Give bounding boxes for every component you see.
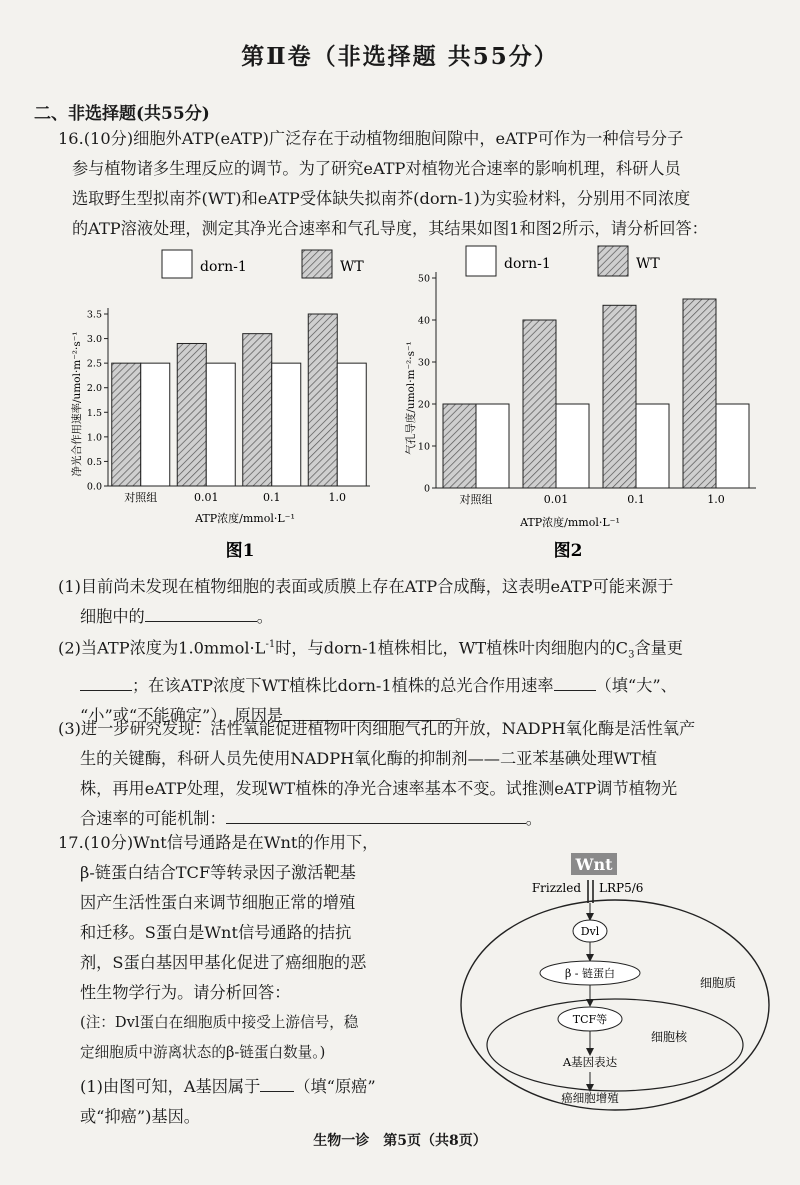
q16-sub2-line2 (58, 671, 778, 701)
q16-sub1-line1: (1)目前尚未发现在植物细胞的表面或质膜上存在ATP合成酶，这表明eATP可能来源于 (58, 577, 674, 596)
legend-dorn1-swatch (162, 250, 192, 278)
text: 细胞中的 (80, 607, 145, 626)
a-gene-expression-label: A基因表达 (562, 1055, 618, 1069)
chart1-x-tick-label: 0.1 (263, 491, 281, 504)
chart1-x-tick-label: 0.01 (194, 491, 219, 504)
page-footer: 生物一诊 第5页（共8页） (313, 1133, 487, 1149)
q17-note-2: 定细胞质中游离状态的β-链蛋白数量。) (80, 1044, 326, 1061)
q17-note-1: (注：Dvl蛋白在细胞质中接受上游信号，稳 (80, 1014, 359, 1031)
chart1-y-tick-label: 3.0 (86, 334, 102, 346)
text: ；在该ATP浓度下WT植株比dorn-1植株的总光合作用速率 (132, 675, 554, 695)
q16-line-1: 16.(10分)细胞外ATP(eATP)广泛存在于动植物细胞间隙中，eATP可作为一种信号分子 (58, 129, 684, 148)
q17-line-4: 和迁移。S蛋白是Wnt信号通路的拮抗 (80, 923, 352, 942)
cell-membrane (461, 900, 769, 1110)
q17-stem (58, 828, 458, 1132)
chart2-bar-dorn1 (556, 404, 589, 488)
text: （填“大”、 (595, 675, 677, 695)
q17-line-6: 性生物学行为。请分析回答： (80, 983, 291, 1002)
q17-line-2: β-链蛋白结合TCF等转录因子激活靶基 (80, 863, 356, 882)
chart1-x-tick-label: 1.0 (328, 491, 346, 504)
q16-sub1 (58, 572, 778, 632)
text: 合速率的可能机制： (80, 809, 226, 828)
q16-line-4: 的ATP溶液处理，测定其净光合速率和气孔导度，其结果如图1和图2所示，请分析回答： (72, 219, 708, 238)
chart1-y-tick-label: 3.5 (86, 309, 102, 321)
chart2-x-tick-label: 0.01 (543, 493, 569, 506)
text: 含量更 (634, 638, 683, 658)
chart2-bar-wt (443, 404, 476, 488)
chart1-y-tick-label: 0.5 (86, 456, 102, 468)
chart2-y-tick-label: 0 (423, 483, 430, 495)
chart2-y-tick-label: 30 (417, 357, 430, 369)
chart1-y-tick-label: 0.0 (86, 481, 102, 493)
chart1-bar-wt (308, 314, 337, 486)
answer-blank[interactable] (80, 672, 132, 691)
text: 。 (525, 809, 542, 828)
chart1-bar-wt (112, 363, 141, 486)
lrp-label: LRP5/6 (599, 881, 644, 895)
chart1-bar-dorn1 (337, 363, 366, 486)
chart1-y-tick-label: 2.5 (86, 358, 102, 370)
q16-sub2-line1 (58, 630, 778, 671)
tcf-label: TCF等 (572, 1013, 608, 1026)
text: “小”或“不能确定”），原因是 (80, 705, 284, 725)
chart1-bar-dorn1 (206, 363, 235, 486)
chart2-bar-wt (683, 299, 716, 488)
chart2-x-tick-label: 对照组 (459, 493, 493, 506)
chart1-y-tick-label: 1.5 (86, 407, 102, 419)
text: 。 (455, 705, 472, 725)
q16-line-2: 参与植物诸多生理反应的调节。为了研究eATP对植物光合速率的影响机理，科研人员 (72, 159, 681, 178)
chart2-bar-dorn1 (476, 404, 509, 488)
chart2-bar-dorn1 (636, 404, 669, 488)
q17-sub1-line1 (58, 1072, 458, 1102)
chart1-x-tick-label: 对照组 (124, 491, 158, 504)
chart1-y-tick-label: 1.0 (86, 432, 102, 444)
wnt-pathway-diagram (455, 845, 775, 1120)
chart2-xlabel: ATP浓度/mmol·L⁻¹ (520, 516, 620, 529)
answer-blank[interactable] (260, 1073, 294, 1092)
chart2-bar-wt (603, 305, 636, 488)
legend-wt-swatch (302, 250, 332, 278)
text: (2)当ATP浓度为1.0mmol·L (58, 638, 266, 658)
figure-1 (60, 240, 400, 570)
answer-blank[interactable] (226, 805, 526, 824)
chart1-xlabel: ATP浓度/mmol·L⁻¹ (195, 512, 295, 525)
chart2-bar-dorn1 (716, 404, 749, 488)
answer-blank[interactable] (554, 672, 596, 691)
cytoplasm-label: 细胞质 (700, 976, 737, 990)
q16-sub3-line1: (3)进一步研究发现：活性氧能促进植物叶肉细胞气孔的开放，NADPH氧化酶是活性氧产 (58, 719, 696, 738)
text: （填“原癌” (294, 1077, 376, 1096)
superscript: -1 (265, 639, 276, 650)
chart1-bar-wt (243, 334, 272, 486)
answer-blank[interactable] (145, 603, 257, 622)
beta-catenin-label: β - 链蛋白 (564, 967, 616, 980)
nucleus-label: 细胞核 (651, 1030, 688, 1044)
figure-2 (400, 240, 770, 570)
legend-wt-label: WT (340, 259, 364, 275)
q17-line-3: 因产生活性蛋白来调节细胞正常的增殖 (80, 893, 356, 912)
frizzled-label: Frizzled (531, 881, 581, 895)
legend-dorn1-label: dorn-1 (200, 259, 247, 275)
wnt-label: Wnt (575, 855, 613, 874)
chart2-x-tick-label: 0.1 (627, 493, 645, 506)
cancer-proliferation-label: 癌细胞增殖 (561, 1091, 619, 1105)
chart1-bar-dorn1 (272, 363, 301, 486)
dvl-label: Dvl (580, 925, 600, 938)
figure-1-caption: 图1 (225, 541, 255, 561)
legend-dorn1-swatch (466, 246, 496, 276)
chart2-ylabel: 气孔导度/umol·m⁻²·s⁻¹ (405, 341, 417, 455)
q16-sub3 (58, 714, 778, 834)
subscript: 3 (628, 649, 635, 661)
text: (1)由图可知，A基因属于 (80, 1077, 261, 1096)
section-heading: 二、非选择题(共55分) (34, 104, 210, 124)
chart1-bar-wt (177, 343, 206, 486)
text: 。 (256, 607, 273, 626)
page-title: 第Ⅱ卷（非选择题 共55分） (241, 43, 559, 70)
legend-dorn1-label: dorn-1 (504, 256, 551, 272)
chart2-y-tick-label: 10 (417, 441, 430, 453)
chart1-y-tick-label: 2.0 (86, 383, 102, 395)
legend-wt-label: WT (636, 256, 660, 272)
chart1-bar-dorn1 (141, 363, 170, 486)
text: 时，与dorn-1植株相比，WT植株叶肉细胞内的C (275, 638, 629, 658)
chart2-x-tick-label: 1.0 (707, 493, 725, 506)
chart2-y-tick-label: 40 (417, 315, 430, 327)
q16-sub3-line3: 株，再用eATP处理，发现WT植株的净光合速率基本不变。试推测eATP调节植物光 (80, 779, 678, 798)
chart2-y-tick-label: 50 (417, 273, 430, 285)
q17-line-5: 剂，S蛋白基因甲基化促进了癌细胞的恶 (80, 953, 367, 972)
q16-sub3-line2: 生的关键酶，科研人员先使用NADPH氧化酶的抑制剂——二亚苯基碘处理WT植 (80, 749, 657, 768)
legend-wt-swatch (598, 246, 628, 276)
q16-sub1-line2 (58, 602, 778, 632)
chart2-y-tick-label: 20 (417, 399, 430, 411)
q17-line-1: 17.(10分)Wnt信号通路是在Wnt的作用下， (58, 833, 379, 852)
figure-2-caption: 图2 (553, 541, 583, 561)
chart2-bar-wt (523, 320, 556, 488)
q17-sub1-line2: 或“抑癌”)基因。 (80, 1107, 200, 1126)
chart1-ylabel: 净光合作用速率/umol·m⁻²·s⁻¹ (71, 331, 83, 477)
q16-line-3: 选取野生型拟南芥(WT)和eATP受体缺失拟南芥(dorn-1)为实验材料，分别用不同浓度 (72, 189, 691, 208)
q16-stem (58, 124, 708, 244)
